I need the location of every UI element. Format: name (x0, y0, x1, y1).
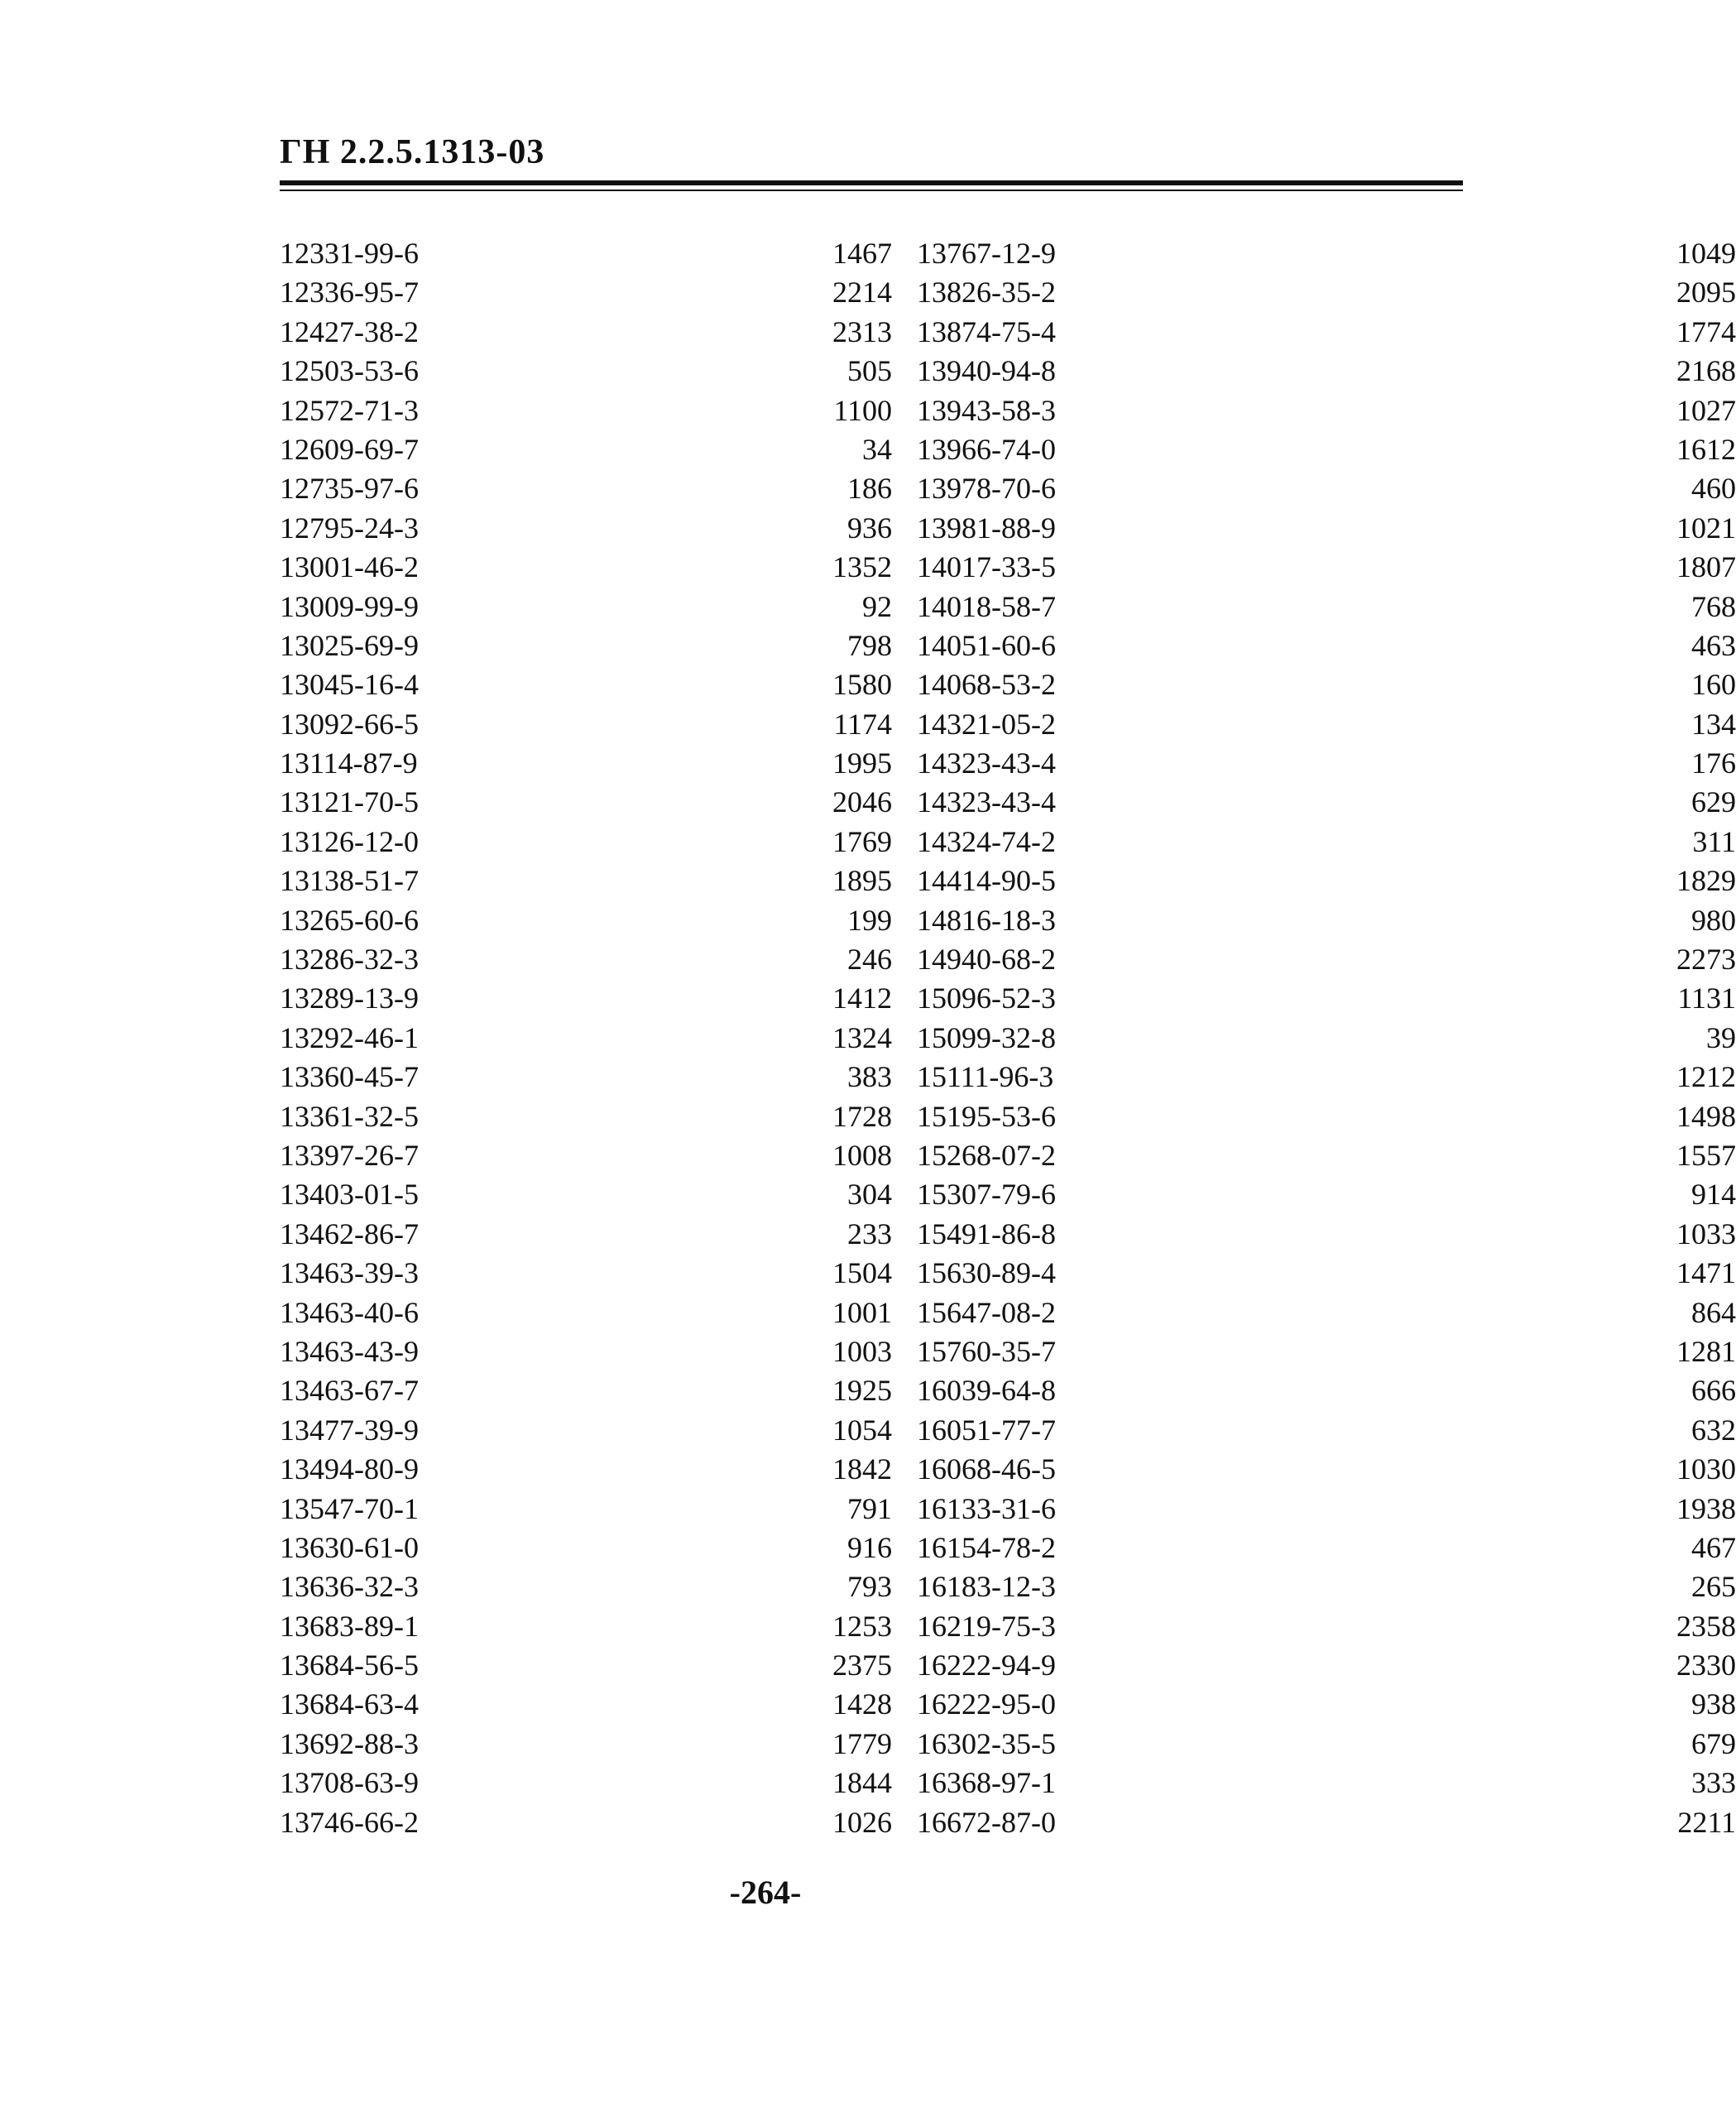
entry-number-right: 1027 (1676, 393, 1736, 427)
table-row (280, 979, 1736, 1018)
entry-number-left: 916 (847, 1530, 892, 1564)
entry-number-left: 233 (847, 1217, 892, 1250)
entry-number-right: 1021 (1676, 511, 1736, 545)
entry-number-left: 1467 (832, 237, 892, 270)
entry-number-left: 1253 (832, 1609, 892, 1643)
header-rule-thick (280, 180, 1463, 185)
cas-number-left: 12572-71-3 (280, 393, 419, 427)
cas-number-left: 13289-13-9 (280, 982, 419, 1015)
cas-number-left: 13045-16-4 (280, 668, 419, 702)
cas-number-right: 15099-32-8 (917, 1020, 1056, 1054)
cas-number-left: 13746-66-2 (280, 1805, 419, 1839)
entry-number-right: 2330 (1676, 1649, 1736, 1682)
table-row (280, 1254, 1736, 1293)
cas-number-right: 14940-68-2 (917, 943, 1056, 977)
entry-number-right: 39 (1706, 1020, 1736, 1054)
cas-number-left: 13684-56-5 (280, 1649, 419, 1682)
cas-number-left: 12331-99-6 (280, 237, 419, 270)
entry-number-left: 34 (862, 432, 892, 466)
cas-number-left: 13265-60-6 (280, 903, 419, 937)
cas-number-right: 16368-97-1 (917, 1766, 1056, 1800)
entry-number-right: 666 (1691, 1374, 1736, 1408)
entry-number-right: 1212 (1676, 1060, 1736, 1094)
cas-number-right: 15096-52-3 (917, 982, 1056, 1015)
cas-number-right: 14414-90-5 (917, 864, 1056, 898)
cas-number-left: 13126-12-0 (280, 824, 419, 858)
cas-number-left: 13001-46-2 (280, 550, 419, 584)
table-row (280, 1136, 1736, 1175)
table-row (280, 391, 1736, 430)
entry-number-right: 1498 (1676, 1099, 1736, 1133)
cas-number-left: 13708-63-9 (280, 1766, 419, 1800)
entry-number-left: 936 (847, 511, 892, 545)
cas-number-left: 13025-69-9 (280, 628, 419, 662)
entry-number-right: 1131 (1677, 982, 1736, 1015)
table-row (280, 1175, 1736, 1214)
entry-number-left: 2313 (832, 314, 892, 348)
entry-number-left: 1008 (832, 1138, 892, 1172)
cas-number-left: 13403-01-5 (280, 1178, 419, 1212)
entry-number-right: 1030 (1676, 1452, 1736, 1486)
cas-number-left: 13463-40-6 (280, 1295, 419, 1329)
cas-number-right: 16051-77-7 (917, 1413, 1056, 1447)
table-row (280, 548, 1736, 587)
entry-number-right: 2168 (1676, 354, 1736, 388)
table-row (280, 1646, 1736, 1685)
entry-number-left: 1895 (832, 864, 892, 898)
cas-number-right: 13826-35-2 (917, 276, 1056, 310)
entry-number-left: 1352 (832, 550, 892, 584)
table-row (280, 1490, 1736, 1529)
table-row (280, 940, 1736, 979)
table-row (280, 352, 1736, 391)
entry-number-right: 333 (1691, 1766, 1736, 1800)
table-row (280, 1019, 1736, 1058)
cas-number-right: 15195-53-6 (917, 1099, 1056, 1133)
cas-number-right: 15630-89-4 (917, 1256, 1056, 1290)
entry-number-left: 1728 (832, 1099, 892, 1133)
entry-number-left: 92 (862, 589, 892, 623)
cas-number-left: 13138-51-7 (280, 864, 419, 898)
entry-number-left: 798 (847, 628, 892, 662)
cas-number-right: 16154-78-2 (917, 1530, 1056, 1564)
table-row (280, 823, 1736, 862)
cas-number-left: 12795-24-3 (280, 511, 419, 545)
cas-number-left: 12336-95-7 (280, 276, 419, 310)
cas-number-right: 15491-86-8 (917, 1217, 1056, 1250)
cas-number-left: 13630-61-0 (280, 1530, 419, 1564)
entry-number-left: 1779 (832, 1726, 892, 1760)
cas-number-right: 13940-94-8 (917, 354, 1056, 388)
entry-number-left: 383 (847, 1060, 892, 1094)
table-row (280, 1371, 1736, 1410)
entry-number-left: 1925 (832, 1374, 892, 1408)
entry-number-left: 1428 (832, 1687, 892, 1721)
cas-number-right: 14068-53-2 (917, 668, 1056, 702)
cas-number-right: 16068-46-5 (917, 1452, 1056, 1486)
cas-number-left: 13463-67-7 (280, 1374, 419, 1408)
cas-number-right: 16219-75-3 (917, 1609, 1056, 1643)
cas-number-right: 14321-05-2 (917, 707, 1056, 741)
cas-number-right: 15268-07-2 (917, 1138, 1056, 1172)
table-row (280, 509, 1736, 548)
cas-number-right: 14051-60-6 (917, 628, 1056, 662)
cas-number-right: 14816-18-3 (917, 903, 1056, 937)
entry-number-right: 1281 (1676, 1334, 1736, 1368)
entry-number-left: 246 (847, 943, 892, 977)
cas-number-left: 12609-69-7 (280, 432, 419, 466)
table-row (280, 1058, 1736, 1097)
entry-number-left: 505 (847, 354, 892, 388)
entry-number-right: 629 (1691, 785, 1736, 819)
cas-number-left: 13692-88-3 (280, 1726, 419, 1760)
entry-number-left: 304 (847, 1178, 892, 1212)
cas-number-right: 13966-74-0 (917, 432, 1056, 466)
entry-number-right: 2095 (1676, 276, 1736, 310)
entry-number-left: 1844 (832, 1766, 892, 1800)
entry-number-left: 1174 (833, 707, 892, 741)
entry-number-right: 938 (1691, 1687, 1736, 1721)
entry-number-left: 793 (847, 1570, 892, 1604)
entry-number-right: 914 (1691, 1178, 1736, 1212)
cas-number-left: 12503-53-6 (280, 354, 419, 388)
table-row (280, 1294, 1736, 1332)
cas-number-left: 12427-38-2 (280, 314, 419, 348)
entry-number-right: 2358 (1676, 1609, 1736, 1643)
entry-number-left: 1842 (832, 1452, 892, 1486)
entry-number-right: 2273 (1676, 943, 1736, 977)
entry-number-left: 1100 (833, 393, 892, 427)
cas-number-right: 14324-74-2 (917, 824, 1056, 858)
table-row (280, 1803, 1736, 1842)
table-row (280, 588, 1736, 626)
table-row (280, 1685, 1736, 1724)
cas-number-right: 15111-96-3 (917, 1060, 1054, 1094)
entry-number-right: 768 (1691, 589, 1736, 623)
cas-number-right: 15760-35-7 (917, 1334, 1056, 1368)
entry-number-right: 265 (1691, 1570, 1736, 1604)
cas-number-right: 16183-12-3 (917, 1570, 1056, 1604)
table-row (280, 1725, 1736, 1764)
cas-number-right: 14323-43-4 (917, 746, 1056, 780)
entry-number-right: 2211 (1677, 1805, 1736, 1839)
cas-number-left: 13477-39-9 (280, 1413, 419, 1447)
entry-number-left: 1412 (832, 982, 892, 1015)
table-row (280, 1332, 1736, 1371)
cas-number-right: 16302-35-5 (917, 1726, 1056, 1760)
entry-number-right: 864 (1691, 1295, 1736, 1329)
document-header-title: ГН 2.2.5.1313-03 (280, 133, 545, 171)
table-row (280, 234, 1736, 273)
cas-number-left: 13397-26-7 (280, 1138, 419, 1172)
entry-number-right: 1612 (1676, 432, 1736, 466)
table-row (280, 273, 1736, 312)
entry-number-left: 2375 (832, 1649, 892, 1682)
entry-number-left: 1769 (832, 824, 892, 858)
cas-number-right: 16672-87-0 (917, 1805, 1056, 1839)
table-row (280, 744, 1736, 783)
table-row (280, 1567, 1736, 1606)
cas-number-left: 13361-32-5 (280, 1099, 419, 1133)
cas-number-index-table (280, 234, 1736, 1842)
entry-number-left: 1054 (832, 1413, 892, 1447)
entry-number-left: 1003 (832, 1334, 892, 1368)
table-row (280, 783, 1736, 822)
table-row (280, 1764, 1736, 1802)
cas-number-left: 13121-70-5 (280, 785, 419, 819)
page-number: -264- (729, 1874, 802, 1911)
cas-number-left: 13360-45-7 (280, 1060, 419, 1094)
table-row (280, 1529, 1736, 1567)
cas-number-left: 13114-87-9 (280, 746, 418, 780)
table-row (280, 626, 1736, 665)
cas-number-right: 15647-08-2 (917, 1295, 1056, 1329)
table-row (280, 1607, 1736, 1646)
cas-number-left: 13292-46-1 (280, 1020, 419, 1054)
entry-number-right: 176 (1691, 746, 1736, 780)
cas-number-left: 13636-32-3 (280, 1570, 419, 1604)
cas-number-right: 14018-58-7 (917, 589, 1056, 623)
entry-number-right: 311 (1692, 824, 1736, 858)
cas-number-right: 16222-95-0 (917, 1687, 1056, 1721)
entry-number-left: 1001 (832, 1295, 892, 1329)
cas-number-right: 15307-79-6 (917, 1178, 1056, 1212)
cas-number-right: 13874-75-4 (917, 314, 1056, 348)
entry-number-left: 2214 (832, 276, 892, 310)
cas-number-right: 13981-88-9 (917, 511, 1056, 545)
entry-number-right: 632 (1691, 1413, 1736, 1447)
table-row (280, 665, 1736, 704)
table-row (280, 430, 1736, 469)
table-row (280, 901, 1736, 940)
cas-number-right: 13767-12-9 (917, 237, 1056, 270)
entry-number-right: 1033 (1676, 1217, 1736, 1250)
cas-number-left: 13462-86-7 (280, 1217, 419, 1250)
cas-number-left: 13684-63-4 (280, 1687, 419, 1721)
entry-number-right: 1774 (1676, 314, 1736, 348)
entry-number-right: 160 (1691, 668, 1736, 702)
cas-number-left: 13683-89-1 (280, 1609, 419, 1643)
cas-number-left: 13286-32-3 (280, 943, 419, 977)
cas-number-right: 16133-31-6 (917, 1491, 1056, 1525)
entry-number-left: 1995 (832, 746, 892, 780)
cas-number-right: 16039-64-8 (917, 1374, 1056, 1408)
entry-number-right: 134 (1691, 707, 1736, 741)
header-rule-thin (280, 190, 1463, 191)
cas-number-left: 13494-80-9 (280, 1452, 419, 1486)
entry-number-right: 980 (1691, 903, 1736, 937)
entry-number-left: 1504 (832, 1256, 892, 1290)
entry-number-left: 1026 (832, 1805, 892, 1839)
entry-number-right: 463 (1691, 628, 1736, 662)
cas-number-left: 13463-39-3 (280, 1256, 419, 1290)
table-row (280, 862, 1736, 900)
entry-number-right: 460 (1691, 472, 1736, 506)
table-row (280, 313, 1736, 352)
entry-number-right: 1807 (1676, 550, 1736, 584)
entry-number-right: 467 (1691, 1530, 1736, 1564)
entry-number-left: 1580 (832, 668, 892, 702)
table-row (280, 1097, 1736, 1136)
cas-number-right: 14323-43-4 (917, 785, 1056, 819)
entry-number-left: 2046 (832, 785, 892, 819)
entry-number-left: 186 (847, 472, 892, 506)
table-row (280, 1450, 1736, 1489)
entry-number-right: 1938 (1676, 1491, 1736, 1525)
cas-number-left: 13009-99-9 (280, 589, 419, 623)
entry-number-left: 791 (847, 1491, 892, 1525)
table-row (280, 1411, 1736, 1450)
cas-number-right: 13943-58-3 (917, 393, 1056, 427)
cas-number-right: 16222-94-9 (917, 1649, 1056, 1682)
entry-number-left: 1324 (832, 1020, 892, 1054)
cas-number-left: 13547-70-1 (280, 1491, 419, 1525)
entry-number-right: 679 (1691, 1726, 1736, 1760)
table-row (280, 1215, 1736, 1254)
cas-number-right: 13978-70-6 (917, 472, 1056, 506)
entry-number-right: 1829 (1676, 864, 1736, 898)
table-row (280, 705, 1736, 744)
cas-number-right: 14017-33-5 (917, 550, 1056, 584)
entry-number-left: 199 (847, 903, 892, 937)
entry-number-right: 1557 (1676, 1138, 1736, 1172)
table-row (280, 469, 1736, 508)
entry-number-right: 1049 (1676, 237, 1736, 270)
cas-number-left: 13463-43-9 (280, 1334, 419, 1368)
cas-number-left: 12735-97-6 (280, 472, 419, 506)
entry-number-right: 1471 (1676, 1256, 1736, 1290)
cas-number-left: 13092-66-5 (280, 707, 419, 741)
